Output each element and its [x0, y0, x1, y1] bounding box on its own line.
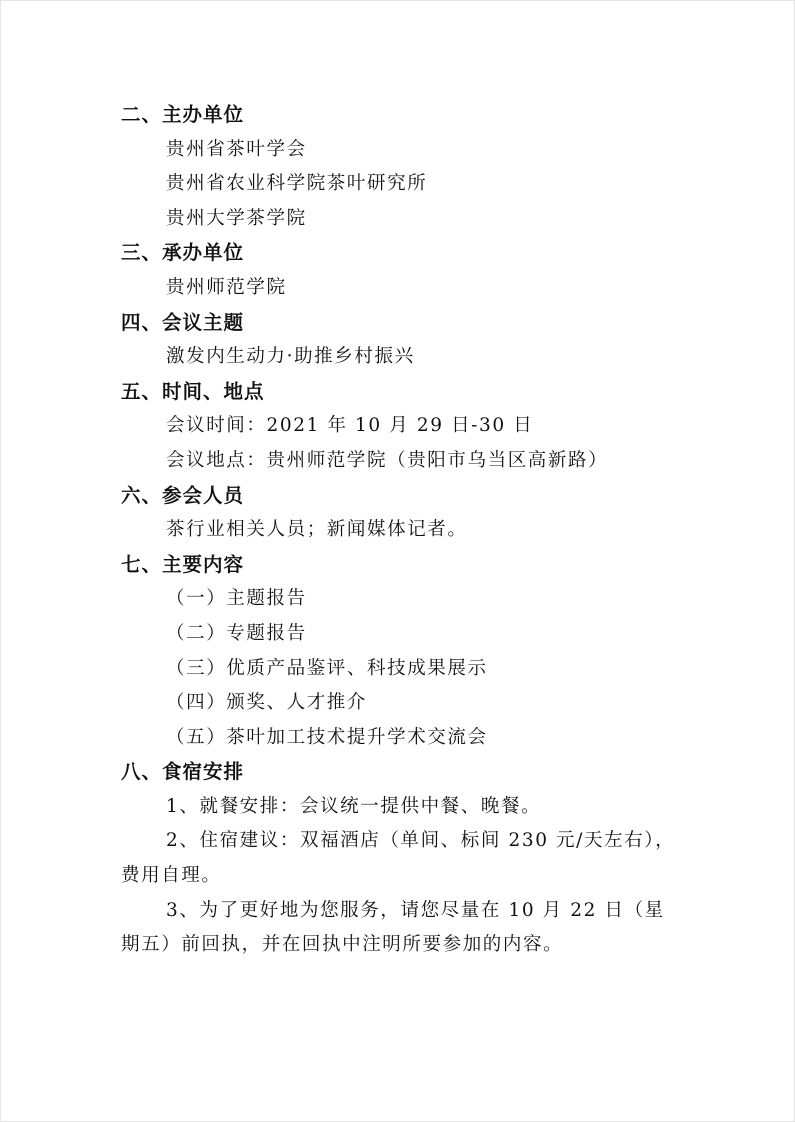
organizer-item: 贵州省茶叶学会 [166, 138, 307, 160]
host-item: 贵州师范学院 [166, 276, 287, 298]
lodging-paragraph-1: 1、就餐安排：会议统一提供中餐、晚餐。 [166, 795, 542, 817]
content-item: （五）茶叶加工技术提升学术交流会 [166, 726, 488, 748]
section-heading-theme: 四、会议主题 [121, 310, 245, 334]
section-heading-content: 七、主要内容 [121, 552, 245, 576]
section-heading-host: 三、承办单位 [121, 241, 245, 265]
meeting-time: 会议时间：2021 年 10 月 29 日-30 日 [166, 415, 534, 437]
content-item: （一）主题报告 [166, 588, 307, 610]
content-item: （三）优质产品鉴评、科技成果展示 [166, 657, 488, 679]
attendees-item: 茶行业相关人员；新闻媒体记者。 [166, 519, 468, 541]
lodging-paragraph-3: 3、为了更好地为您服务，请您尽量在 10 月 22 日（星 [166, 899, 665, 921]
document-body [0, 98, 795, 963]
lodging-paragraph-2-continued: 费用自理。 [121, 865, 222, 887]
content-item: （四）颁奖、人才推介 [166, 692, 368, 714]
theme-item: 激发内生动力·助推乡村振兴 [166, 346, 415, 368]
section-heading-organizers: 二、主办单位 [121, 103, 245, 126]
section-heading-time-place: 五、时间、地点 [121, 379, 265, 403]
section-heading-attendees: 六、参会人员 [121, 483, 245, 507]
meeting-place: 会议地点：贵州师范学院（贵阳市乌当区高新路） [166, 449, 609, 471]
organizer-item: 贵州大学茶学院 [166, 207, 307, 229]
organizer-item: 贵州省农业科学院茶叶研究所 [166, 173, 428, 195]
content-item: （二）专题报告 [166, 622, 307, 644]
section-heading-lodging: 八、食宿安排 [121, 760, 245, 784]
lodging-paragraph-3-continued: 期五）前回执，并在回执中注明所要参加的内容。 [121, 934, 564, 956]
lodging-paragraph-2: 2、住宿建议：双福酒店（单间、标间 230 元/天左右）， [166, 830, 676, 852]
